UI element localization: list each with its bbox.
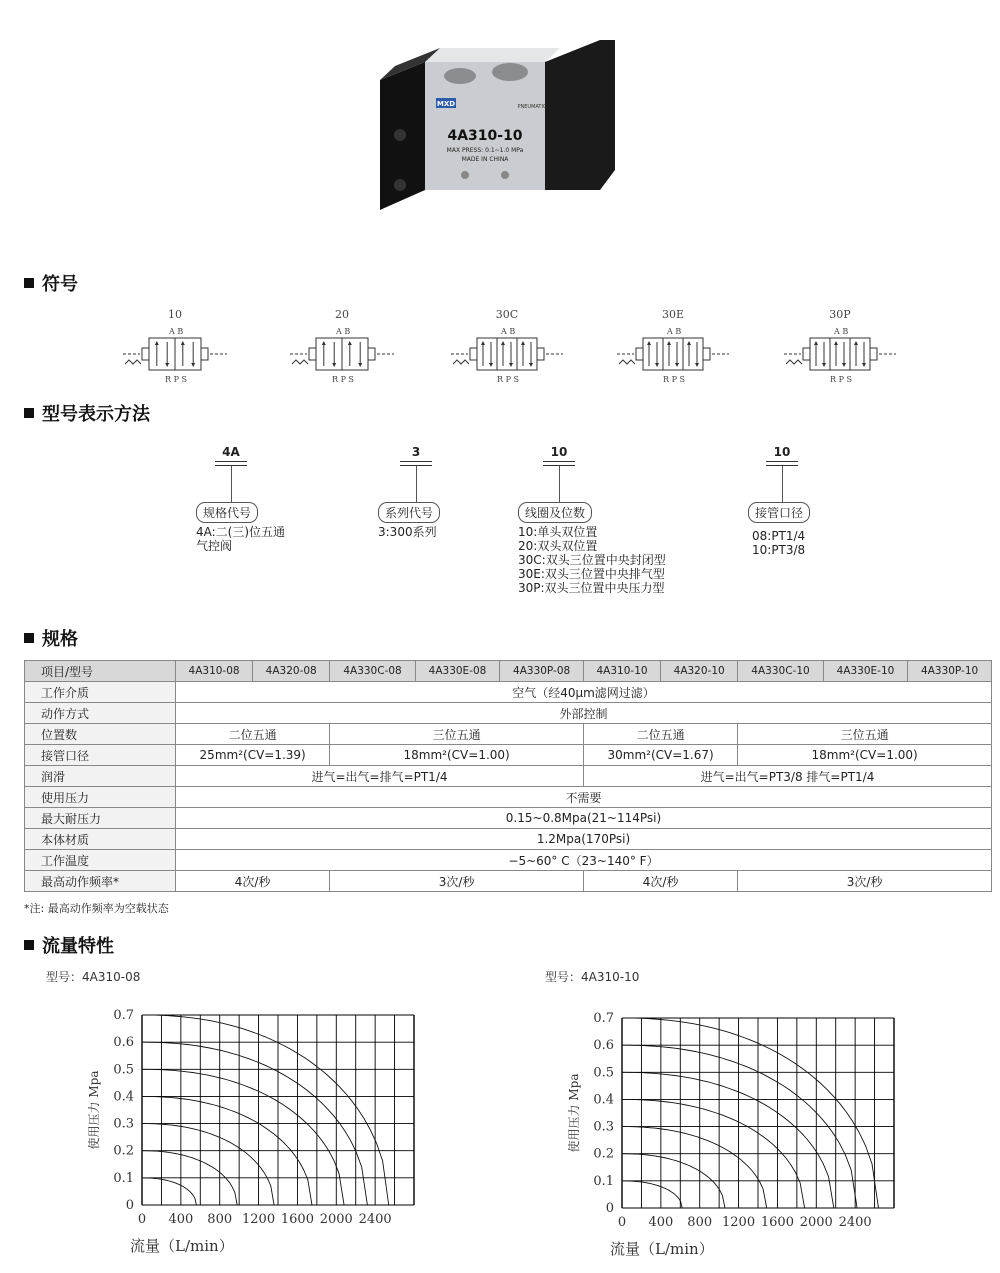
y-tick-label: 0.7 [593, 1011, 614, 1026]
spec-table [24, 660, 992, 892]
svg-text:R P S: R P S [830, 375, 852, 384]
desc-spec: 4A:二(三)位五通 气控阀 [196, 525, 286, 553]
valve-symbol-label: 10 [168, 308, 182, 321]
valve-icon [447, 324, 567, 384]
bullet-square-icon [24, 940, 34, 950]
x-tick-label: 2000 [319, 1212, 353, 1227]
table-row: 最高动作频率* 4次/秒 3次/秒 4次/秒 3次/秒 [25, 871, 992, 892]
svg-text:R P S: R P S [663, 375, 685, 384]
y-tick-label: 0.3 [113, 1116, 134, 1132]
desc-series: 3:300系列 [378, 525, 437, 539]
valve-symbol-label: 30E [661, 308, 685, 321]
valve-symbol-label: 30C [495, 308, 519, 321]
svg-text:A B: A B [667, 327, 682, 336]
y-tick-label: 0.6 [113, 1035, 134, 1051]
x-tick-label: 1600 [280, 1212, 314, 1227]
x-tick-label: 0 [617, 1215, 627, 1230]
brand2-text: PNEUMATIC [517, 104, 547, 110]
flow-chart-10 [560, 1008, 940, 1268]
flow-curve-0.1 [622, 1181, 682, 1208]
y-tick-label: 0.7 [113, 1008, 134, 1023]
code-port: 10 [766, 445, 798, 466]
section-symbols-title: 符号 [24, 270, 78, 296]
y-tick-label: 0.5 [113, 1062, 134, 1078]
y-tick-label: 0.4 [113, 1089, 134, 1105]
bullet-square-icon [24, 408, 34, 418]
valve-symbol-10 [115, 308, 235, 383]
svg-text:R P S: R P S [165, 375, 187, 384]
svg-text:R P S: R P S [332, 375, 354, 384]
x-tick-label: 400 [648, 1215, 674, 1230]
x-tick-label: 2400 [838, 1215, 872, 1230]
y-tick-label: 0.1 [593, 1173, 614, 1189]
y-axis-label: 使用压力 Mpa [567, 1073, 581, 1153]
brand-text: MXD [436, 100, 456, 108]
valve-symbol-30e [613, 308, 733, 383]
valve-symbol-label: 30P [829, 308, 851, 321]
table-row: 工作温度 −5~60° C（23~140° F） [25, 850, 992, 871]
valve-symbol-30p [780, 308, 900, 383]
svg-text:A B: A B [169, 327, 184, 336]
chart1-model-label: 型号：4A310-08 [46, 970, 141, 984]
y-axis-label: 使用压力 Mpa [87, 1070, 101, 1150]
x-tick-label: 2400 [358, 1212, 392, 1227]
section-model-code-title: 型号表示方法 [24, 400, 150, 426]
y-tick-label: 0.2 [113, 1143, 134, 1159]
model-text: 4A310-10 [447, 128, 523, 144]
bullet-square-icon [24, 633, 34, 643]
x-axis-label: 流量（L/min） [130, 1237, 234, 1255]
y-tick-label: 0.5 [593, 1065, 614, 1081]
valve-symbol-20 [282, 308, 402, 383]
section-flow-title: 流量特性 [24, 932, 114, 958]
valve-symbol-label: 20 [335, 308, 349, 321]
valve-icon [282, 324, 402, 384]
y-tick-label: 0.2 [593, 1146, 614, 1162]
code-spec: 4A [215, 445, 247, 466]
flow-curve-0.3 [622, 1127, 767, 1208]
flow-curve-0.5 [622, 1072, 834, 1208]
valve-icon [115, 324, 235, 384]
y-tick-label: 0.6 [593, 1038, 614, 1054]
desc-port: 08:PT1/4 10:PT3/8 [752, 529, 806, 557]
code-series: 3 [400, 445, 432, 466]
table-row: 工作介质 空气（经40μm滤网过滤） [25, 682, 992, 703]
svg-text:A B: A B [834, 327, 849, 336]
y-tick-label: 0 [605, 1201, 614, 1216]
x-tick-label: 800 [207, 1212, 233, 1227]
y-tick-label: 0.4 [593, 1092, 614, 1108]
table-row: 接管口径 25mm²(CV=1.39) 18mm²(CV=1.00) 30mm²(CV=1.67) 18mm²(CV=1.00) [25, 745, 992, 766]
origin-text: MADE IN CHINA [461, 156, 509, 163]
y-tick-label: 0.1 [113, 1170, 134, 1186]
chart2-model-label: 型号：4A310-10 [545, 970, 640, 984]
table-row: 项目/型号 4A310-08 4A320-08 4A330C-08 4A330E-08 4A330P-08 4A310-10 4A320-10 4A330C-10 4A330E-10 4A330P-10 [25, 661, 992, 682]
x-tick-label: 1200 [242, 1212, 276, 1227]
table-row: 最大耐压力 0.15~0.8Mpa(21~114Psi) [25, 808, 992, 829]
table-row: 润滑 进气=出气=排气=PT1/4 进气=出气=PT3/8 排气=PT1/4 [25, 766, 992, 787]
product-photo [370, 40, 630, 220]
x-tick-label: 0 [137, 1212, 147, 1227]
flow-chart-08 [80, 1005, 460, 1265]
x-tick-label: 800 [687, 1215, 713, 1230]
table-row: 本体材质 1.2Mpa(170Psi) [25, 829, 992, 850]
pill-coil: 线圈及位数 [518, 502, 592, 523]
x-tick-label: 1200 [722, 1215, 756, 1230]
pill-spec: 规格代号 [196, 502, 258, 523]
y-tick-label: 0 [125, 1198, 134, 1213]
desc-coil: 10:单头双位置 20:双头双位置 30C:双头三位置中央封闭型 30E:双头三位置中央排气型 30P:双头三位置中央压力型 [518, 525, 666, 595]
pill-port: 接管口径 [748, 502, 810, 523]
valve-symbol-30c [447, 308, 567, 383]
x-tick-label: 400 [168, 1212, 194, 1227]
y-tick-label: 0.3 [593, 1119, 614, 1135]
x-tick-label: 1600 [760, 1215, 794, 1230]
pressure-text: MAX PRESS: 0.1~1.0 MPa [446, 147, 524, 154]
code-coil: 10 [543, 445, 575, 466]
section-spec-title: 规格 [24, 625, 78, 651]
valve-icon [613, 324, 733, 384]
svg-text:A B: A B [501, 327, 516, 336]
bullet-square-icon [24, 278, 34, 288]
x-axis-label: 流量（L/min） [610, 1240, 714, 1258]
x-tick-label: 2000 [799, 1215, 833, 1230]
table-row: 动作方式 外部控制 [25, 703, 992, 724]
pill-series: 系列代号 [378, 502, 440, 523]
table-row: 使用压力 不需要 [25, 787, 992, 808]
table-row: 位置数 二位五通 三位五通 二位五通 三位五通 [25, 724, 992, 745]
svg-text:A B: A B [336, 327, 351, 336]
flow-curve-0.1 [142, 1178, 196, 1205]
table-note: *注: 最高动作频率为空载状态 [24, 902, 169, 915]
valve-icon [780, 324, 900, 384]
flow-curve-0.5 [142, 1069, 344, 1205]
svg-text:R P S: R P S [497, 375, 519, 384]
